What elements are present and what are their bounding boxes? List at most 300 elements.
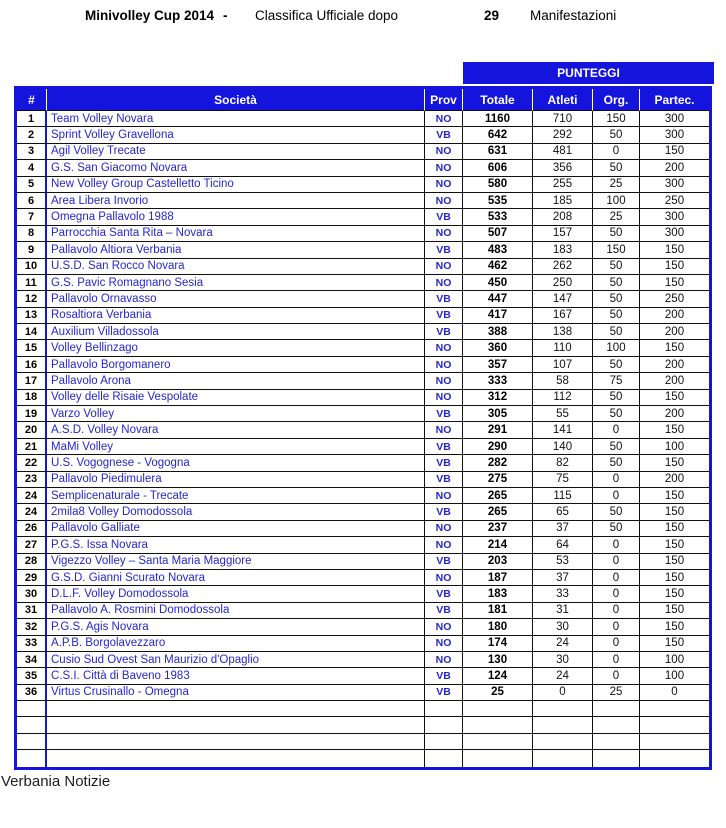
table-row [17, 127, 709, 143]
rank-cell: 4 [17, 160, 47, 176]
table-row [17, 357, 709, 373]
col-header-prov: Prov [425, 89, 463, 111]
rank-cell: 20 [17, 422, 47, 438]
partec-cell: 100 [640, 439, 709, 455]
rank-cell: 3 [17, 144, 47, 160]
org-cell: 0 [593, 144, 640, 160]
totale-cell: 507 [463, 226, 533, 242]
title-event-count: 29 [484, 8, 500, 23]
rank-cell: 8 [17, 226, 47, 242]
col-header-rank: # [17, 89, 47, 111]
prov-cell: VB [425, 127, 463, 143]
totale-cell: 124 [463, 668, 533, 684]
society-cell: Parrocchia Santa Rita – Novara [47, 226, 425, 242]
table-row [17, 340, 709, 356]
table-row [17, 226, 709, 242]
prov-cell: NO [425, 226, 463, 242]
totale-cell: 265 [463, 488, 533, 504]
rank-cell: 5 [17, 177, 47, 193]
rank-cell [17, 717, 47, 733]
prov-cell: NO [425, 652, 463, 668]
col-header-society: Società [47, 89, 425, 111]
table-row [17, 144, 709, 160]
partec-cell: 300 [640, 177, 709, 193]
rank-cell: 26 [17, 521, 47, 537]
atleti-cell [533, 717, 593, 733]
prov-cell: VB [425, 668, 463, 684]
society-cell: Pallavolo A. Rosmini Domodossola [47, 603, 425, 619]
partec-cell: 300 [640, 209, 709, 225]
prov-cell: NO [425, 488, 463, 504]
totale-cell: 642 [463, 127, 533, 143]
rank-cell: 16 [17, 357, 47, 373]
totale-cell: 290 [463, 439, 533, 455]
totale-cell: 631 [463, 144, 533, 160]
rank-cell: 14 [17, 324, 47, 340]
org-cell: 50 [593, 439, 640, 455]
rank-cell: 10 [17, 259, 47, 275]
prov-cell: VB [425, 455, 463, 471]
society-cell: Pallavolo Piedimulera [47, 472, 425, 488]
atleti-cell: 55 [533, 406, 593, 422]
rank-cell: 12 [17, 291, 47, 307]
partec-cell: 150 [640, 537, 709, 553]
society-cell: P.G.S. Agis Novara [47, 619, 425, 635]
partec-cell: 150 [640, 488, 709, 504]
totale-cell: 265 [463, 504, 533, 520]
partec-cell: 200 [640, 160, 709, 176]
totale-cell: 535 [463, 193, 533, 209]
org-cell: 50 [593, 275, 640, 291]
rank-cell: 19 [17, 406, 47, 422]
partec-cell: 150 [640, 144, 709, 160]
society-cell: Pallavolo Ornavasso [47, 291, 425, 307]
table-row [17, 504, 709, 520]
rank-cell: 35 [17, 668, 47, 684]
rank-cell: 32 [17, 619, 47, 635]
partec-cell: 150 [640, 340, 709, 356]
table-row [17, 488, 709, 504]
society-cell: Cusio Sud Ovest San Maurizio d'Opaglio [47, 652, 425, 668]
partec-cell [640, 701, 709, 717]
rank-cell: 17 [17, 373, 47, 389]
atleti-cell: 141 [533, 422, 593, 438]
partec-cell [640, 717, 709, 733]
atleti-cell: 183 [533, 242, 593, 258]
org-cell: 50 [593, 504, 640, 520]
empty-row [17, 717, 709, 733]
prov-cell: NO [425, 259, 463, 275]
title-event: Minivolley Cup 2014 [85, 8, 215, 23]
rank-cell: 27 [17, 537, 47, 553]
rank-cell: 36 [17, 685, 47, 701]
atleti-cell: 138 [533, 324, 593, 340]
title-separator: - [223, 8, 228, 23]
society-cell: D.L.F. Volley Domodossola [47, 586, 425, 602]
partec-cell: 150 [640, 275, 709, 291]
prov-cell: VB [425, 603, 463, 619]
rank-cell: 22 [17, 455, 47, 471]
header-row [17, 89, 709, 111]
society-cell: New Volley Group Castelletto Ticino [47, 177, 425, 193]
society-cell: Pallavolo Borgomanero [47, 357, 425, 373]
org-cell [593, 734, 640, 750]
atleti-cell: 710 [533, 111, 593, 127]
punteggi-group-header: PUNTEGGI [463, 62, 714, 84]
totale-cell: 187 [463, 570, 533, 586]
org-cell: 150 [593, 111, 640, 127]
atleti-cell: 37 [533, 570, 593, 586]
table-row [17, 685, 709, 701]
rank-cell: 13 [17, 308, 47, 324]
rank-cell: 7 [17, 209, 47, 225]
society-cell: Virtus Crusinallo - Omegna [47, 685, 425, 701]
partec-cell: 150 [640, 504, 709, 520]
table-row [17, 652, 709, 668]
atleti-cell: 31 [533, 603, 593, 619]
partec-cell: 250 [640, 291, 709, 307]
ranking-table-wrap [14, 62, 712, 770]
partec-cell: 200 [640, 373, 709, 389]
page-title [0, 0, 726, 30]
prov-cell: NO [425, 373, 463, 389]
title-subtitle: Classifica Ufficiale dopo [255, 8, 399, 23]
prov-cell: VB [425, 554, 463, 570]
table-row [17, 209, 709, 225]
totale-cell: 25 [463, 685, 533, 701]
prov-cell: NO [425, 111, 463, 127]
totale-cell: 282 [463, 455, 533, 471]
rank-cell: 2 [17, 127, 47, 143]
ranking-table [14, 86, 712, 770]
totale-cell: 237 [463, 521, 533, 537]
table-row [17, 373, 709, 389]
atleti-cell: 356 [533, 160, 593, 176]
partec-cell: 200 [640, 472, 709, 488]
org-cell: 25 [593, 685, 640, 701]
org-cell: 0 [593, 603, 640, 619]
atleti-cell: 185 [533, 193, 593, 209]
partec-cell: 150 [640, 619, 709, 635]
totale-cell: 333 [463, 373, 533, 389]
table-row [17, 275, 709, 291]
totale-cell: 462 [463, 259, 533, 275]
atleti-cell: 37 [533, 521, 593, 537]
table-row [17, 439, 709, 455]
col-header-atleti: Atleti [533, 89, 593, 111]
rank-cell: 33 [17, 636, 47, 652]
partec-cell: 150 [640, 242, 709, 258]
org-cell: 50 [593, 127, 640, 143]
prov-cell: NO [425, 570, 463, 586]
prov-cell: VB [425, 439, 463, 455]
atleti-cell: 140 [533, 439, 593, 455]
rank-cell: 28 [17, 554, 47, 570]
totale-cell: 606 [463, 160, 533, 176]
partec-cell [640, 734, 709, 750]
prov-cell: VB [425, 472, 463, 488]
society-cell [47, 734, 425, 750]
rank-cell: 23 [17, 472, 47, 488]
org-cell: 50 [593, 259, 640, 275]
prov-cell: VB [425, 586, 463, 602]
totale-cell: 357 [463, 357, 533, 373]
partec-cell: 150 [640, 554, 709, 570]
partec-cell: 150 [640, 422, 709, 438]
atleti-cell: 147 [533, 291, 593, 307]
empty-row [17, 701, 709, 717]
table-body [17, 111, 709, 767]
society-cell: Auxilium Villadossola [47, 324, 425, 340]
atleti-cell: 157 [533, 226, 593, 242]
org-cell: 50 [593, 455, 640, 471]
prov-cell: NO [425, 390, 463, 406]
partec-cell: 150 [640, 570, 709, 586]
society-cell: Semplicenaturale - Trecate [47, 488, 425, 504]
table-row [17, 537, 709, 553]
atleti-cell: 65 [533, 504, 593, 520]
org-cell: 100 [593, 193, 640, 209]
society-cell: A.S.D. Volley Novara [47, 422, 425, 438]
table-row [17, 406, 709, 422]
col-header-org: Org. [593, 89, 640, 111]
totale-cell: 291 [463, 422, 533, 438]
rank-cell: 30 [17, 586, 47, 602]
atleti-cell: 53 [533, 554, 593, 570]
society-cell: Pallavolo Altiora Verbania [47, 242, 425, 258]
society-cell: Vigezzo Volley – Santa Maria Maggiore [47, 554, 425, 570]
society-cell: MaMi Volley [47, 439, 425, 455]
totale-cell: 417 [463, 308, 533, 324]
org-cell: 50 [593, 160, 640, 176]
table-row [17, 521, 709, 537]
society-cell: G.S.D. Gianni Scurato Novara [47, 570, 425, 586]
title-suffix: Manifestazioni [530, 8, 617, 23]
atleti-cell: 82 [533, 455, 593, 471]
org-cell [593, 701, 640, 717]
atleti-cell: 262 [533, 259, 593, 275]
totale-cell: 580 [463, 177, 533, 193]
society-cell: U.S.D. San Rocco Novara [47, 259, 425, 275]
society-cell: G.S. San Giacomo Novara [47, 160, 425, 176]
table-row [17, 472, 709, 488]
prov-cell: VB [425, 406, 463, 422]
partec-cell: 300 [640, 127, 709, 143]
atleti-cell: 0 [533, 685, 593, 701]
atleti-cell: 30 [533, 619, 593, 635]
atleti-cell: 255 [533, 177, 593, 193]
org-cell [593, 717, 640, 733]
org-cell: 0 [593, 652, 640, 668]
empty-row [17, 734, 709, 750]
table-row [17, 242, 709, 258]
society-cell: Team Volley Novara [47, 111, 425, 127]
society-cell: U.S. Vogognese - Vogogna [47, 455, 425, 471]
table-row [17, 259, 709, 275]
totale-cell: 275 [463, 472, 533, 488]
rank-cell: 24 [17, 504, 47, 520]
society-cell [47, 750, 425, 766]
table-row [17, 160, 709, 176]
prov-cell: NO [425, 521, 463, 537]
partec-cell: 150 [640, 455, 709, 471]
society-cell: Area Libera Invorio [47, 193, 425, 209]
society-cell: Agil Volley Trecate [47, 144, 425, 160]
totale-cell [463, 750, 533, 766]
rank-cell: 1 [17, 111, 47, 127]
table-row [17, 455, 709, 471]
org-cell: 0 [593, 668, 640, 684]
partec-cell: 300 [640, 111, 709, 127]
partec-cell: 200 [640, 308, 709, 324]
atleti-cell: 115 [533, 488, 593, 504]
totale-cell: 447 [463, 291, 533, 307]
partec-cell: 250 [640, 193, 709, 209]
org-cell: 150 [593, 242, 640, 258]
society-cell: Pallavolo Arona [47, 373, 425, 389]
org-cell: 0 [593, 472, 640, 488]
rank-cell: 34 [17, 652, 47, 668]
col-header-totale: Totale [463, 89, 533, 111]
prov-cell: NO [425, 537, 463, 553]
rank-cell: 6 [17, 193, 47, 209]
table-row [17, 570, 709, 586]
prov-cell [425, 701, 463, 717]
partec-cell: 100 [640, 652, 709, 668]
atleti-cell: 75 [533, 472, 593, 488]
rank-cell: 15 [17, 340, 47, 356]
prov-cell: NO [425, 636, 463, 652]
atleti-cell: 481 [533, 144, 593, 160]
totale-cell: 214 [463, 537, 533, 553]
prov-cell [425, 734, 463, 750]
atleti-cell [533, 701, 593, 717]
prov-cell: VB [425, 308, 463, 324]
atleti-cell [533, 734, 593, 750]
society-cell: Volley delle Risaie Vespolate [47, 390, 425, 406]
partec-cell: 150 [640, 603, 709, 619]
atleti-cell: 24 [533, 636, 593, 652]
col-header-partec: Partec. [640, 89, 709, 111]
totale-cell: 483 [463, 242, 533, 258]
atleti-cell: 107 [533, 357, 593, 373]
prov-cell: VB [425, 504, 463, 520]
totale-cell: 183 [463, 586, 533, 602]
table-row [17, 193, 709, 209]
totale-cell: 450 [463, 275, 533, 291]
totale-cell: 1160 [463, 111, 533, 127]
society-cell: Rosaltiora Verbania [47, 308, 425, 324]
footer-credit: Verbania Notizie [1, 772, 111, 790]
table-row [17, 111, 709, 127]
rank-cell: 18 [17, 390, 47, 406]
org-cell: 0 [593, 636, 640, 652]
partec-cell: 200 [640, 357, 709, 373]
org-cell: 0 [593, 619, 640, 635]
partec-cell: 100 [640, 668, 709, 684]
partec-cell: 150 [640, 521, 709, 537]
atleti-cell: 208 [533, 209, 593, 225]
partec-cell: 200 [640, 324, 709, 340]
org-cell: 0 [593, 586, 640, 602]
rank-cell: 24 [17, 488, 47, 504]
table-row [17, 308, 709, 324]
atleti-cell: 33 [533, 586, 593, 602]
society-cell: A.P.B. Borgolavezzaro [47, 636, 425, 652]
table-row [17, 177, 709, 193]
rank-cell: 9 [17, 242, 47, 258]
prov-cell: NO [425, 275, 463, 291]
totale-cell [463, 717, 533, 733]
table-row [17, 324, 709, 340]
prov-cell: NO [425, 144, 463, 160]
table-row [17, 603, 709, 619]
prov-cell: VB [425, 324, 463, 340]
org-cell: 0 [593, 570, 640, 586]
totale-cell: 388 [463, 324, 533, 340]
totale-cell [463, 701, 533, 717]
partec-cell: 200 [640, 406, 709, 422]
totale-cell: 312 [463, 390, 533, 406]
prov-cell: VB [425, 242, 463, 258]
prov-cell: NO [425, 193, 463, 209]
org-cell: 25 [593, 177, 640, 193]
rank-cell: 29 [17, 570, 47, 586]
society-cell: Omegna Pallavolo 1988 [47, 209, 425, 225]
table-row [17, 619, 709, 635]
org-cell: 100 [593, 340, 640, 356]
prov-cell [425, 717, 463, 733]
partec-cell [640, 750, 709, 766]
org-cell: 0 [593, 488, 640, 504]
totale-cell: 174 [463, 636, 533, 652]
prov-cell: NO [425, 619, 463, 635]
rank-cell [17, 750, 47, 766]
atleti-cell: 112 [533, 390, 593, 406]
society-cell [47, 701, 425, 717]
org-cell: 50 [593, 308, 640, 324]
totale-cell: 533 [463, 209, 533, 225]
totale-cell: 305 [463, 406, 533, 422]
org-cell: 0 [593, 537, 640, 553]
rank-cell [17, 734, 47, 750]
prov-cell: NO [425, 177, 463, 193]
org-cell: 0 [593, 422, 640, 438]
table-row [17, 291, 709, 307]
rank-cell: 11 [17, 275, 47, 291]
org-cell: 50 [593, 291, 640, 307]
org-cell: 75 [593, 373, 640, 389]
org-cell: 25 [593, 209, 640, 225]
totale-cell: 180 [463, 619, 533, 635]
atleti-cell: 30 [533, 652, 593, 668]
atleti-cell: 292 [533, 127, 593, 143]
empty-row [17, 750, 709, 766]
totale-cell: 130 [463, 652, 533, 668]
prov-cell: VB [425, 209, 463, 225]
society-cell: C.S.I. Città di Baveno 1983 [47, 668, 425, 684]
prov-cell [425, 750, 463, 766]
atleti-cell: 110 [533, 340, 593, 356]
atleti-cell: 167 [533, 308, 593, 324]
org-cell: 50 [593, 226, 640, 242]
atleti-cell: 24 [533, 668, 593, 684]
society-cell [47, 717, 425, 733]
org-cell: 50 [593, 390, 640, 406]
totale-cell [463, 734, 533, 750]
society-cell: Sprint Volley Gravellona [47, 127, 425, 143]
totale-cell: 360 [463, 340, 533, 356]
